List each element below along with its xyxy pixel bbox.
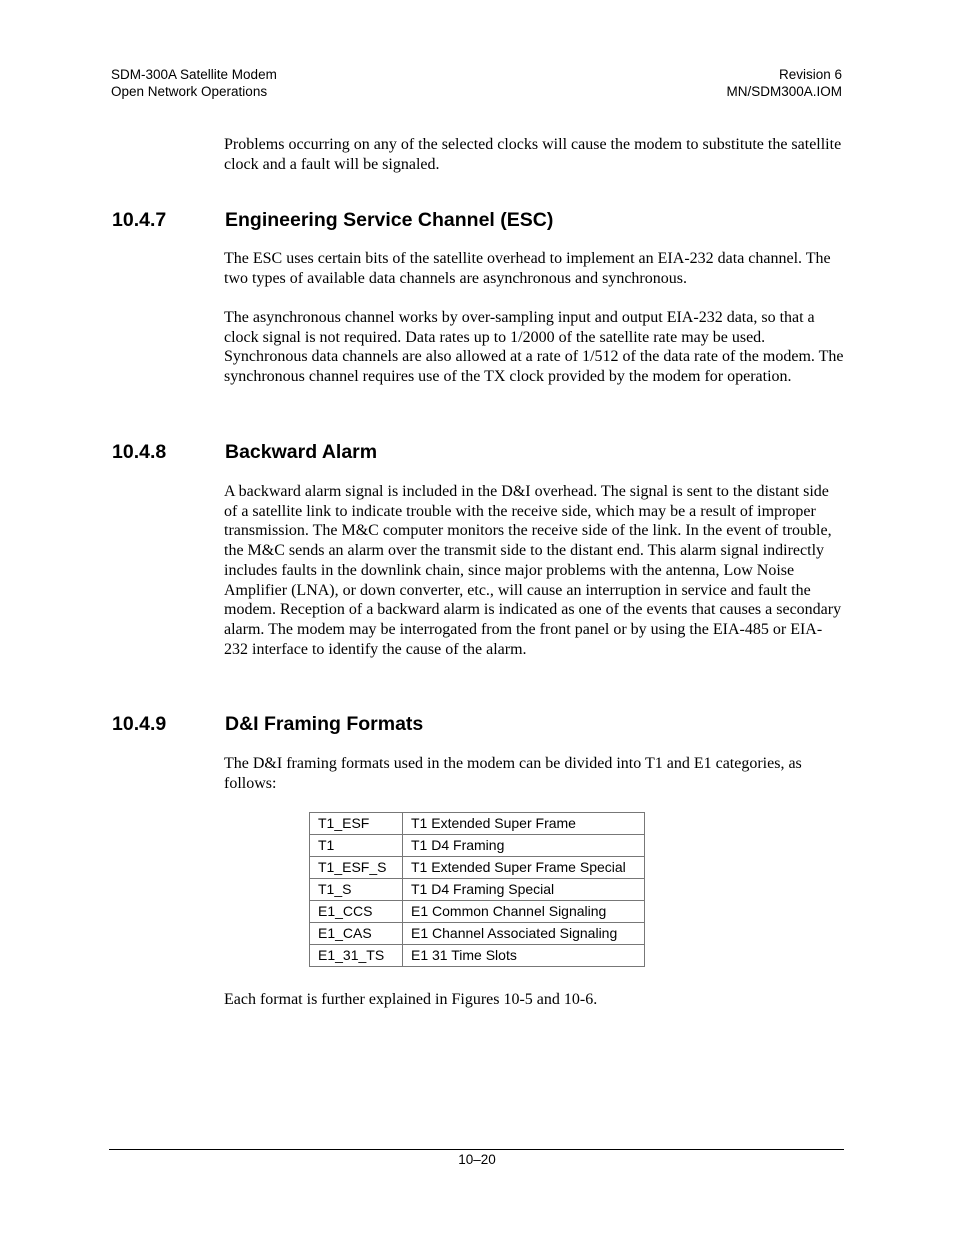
- format-code: T1_ESF: [310, 813, 403, 835]
- esc-paragraph-1: The ESC uses certain bits of the satellite overhead to implement an EIA-232 data channel. The two types of available data channels are asynchronous and synchronous.: [224, 250, 831, 287]
- document-header-left: [111, 67, 277, 100]
- format-description: T1 Extended Super Frame: [403, 813, 645, 835]
- section-heading-esc: [112, 208, 553, 232]
- manual-number: MN/SDM300A.IOM: [726, 83, 842, 99]
- page-number: 10–20: [458, 1152, 496, 1167]
- backward-alarm-paragraph: A backward alarm signal is included in the D&I overhead. The signal is sent to the distant side of a satellite link to indicate trouble with the receive side, which may be a result of improper transmission. The M&C computer monitors the receive side of the link. In the event of trouble, the M&C sends an alarm over the transmit side to the distant end. This alarm signal indirectly includes faults in the downlink chain, since major problems with the antenna, Low Noise Amplifier (LNA), or down converter, etc., will cause an interruption in service and fault the modem. Reception of a backward alarm is indicated as one of the events that causes a secondary alarm. The modem may be interrogated from the front panel or by using the EIA-485 or EIA-232 interface to identify the cause of the alarm.: [224, 483, 842, 658]
- framing-formats-table: [309, 812, 645, 967]
- document-header-right: [726, 67, 842, 100]
- table-row: [310, 813, 645, 835]
- intro-paragraph: Problems occurring on any of the selected clocks will cause the modem to substitute the satellite clock and a fault will be signaled.: [224, 136, 842, 173]
- chapter-title: Open Network Operations: [111, 83, 268, 99]
- table-row: [310, 901, 645, 923]
- table-row: [310, 857, 645, 879]
- table-row: [310, 879, 645, 901]
- esc-paragraph-2: The asynchronous channel works by over-sampling input and output EIA-232 data, so that a clock signal is not required. Data rates up to 1/2000 of the satellite rate may be used. Synchronous data channels are also allowed at a rate of 1/512 of the data rate of the modem. The synchronous channel requires use of the TX clock provided by the modem for operation.: [224, 309, 844, 386]
- revision-label: Revision 6: [778, 67, 842, 82]
- section-title: Engineering Service Channel (ESC): [225, 209, 554, 231]
- section-number: 10.4.8: [112, 441, 167, 463]
- section-number: 10.4.9: [112, 713, 167, 735]
- format-description: E1 31 Time Slots: [403, 945, 645, 967]
- table-row: [310, 835, 645, 857]
- format-code: E1_CCS: [310, 901, 403, 923]
- section-title: D&I Framing Formats: [225, 713, 424, 735]
- format-description: E1 Common Channel Signaling: [403, 901, 645, 923]
- table-row: [310, 945, 645, 967]
- section-title: Backward Alarm: [225, 441, 378, 463]
- framing-intro-paragraph: The D&I framing formats used in the modem can be divided into T1 and E1 categories, as follows:: [224, 755, 802, 792]
- format-description: T1 D4 Framing: [403, 835, 645, 857]
- document-title: SDM-300A Satellite Modem: [111, 67, 277, 82]
- footer-divider: [109, 1149, 844, 1150]
- format-code: E1_31_TS: [310, 945, 403, 967]
- table-row: [310, 923, 645, 945]
- section-number: 10.4.7: [112, 209, 167, 231]
- format-code: T1_S: [310, 879, 403, 901]
- format-description: T1 D4 Framing Special: [403, 879, 645, 901]
- format-code: E1_CAS: [310, 923, 403, 945]
- format-description: E1 Channel Associated Signaling: [403, 923, 645, 945]
- format-code: T1: [310, 835, 403, 857]
- framing-closing-paragraph: Each format is further explained in Figures 10-5 and 10-6.: [224, 991, 598, 1008]
- section-heading-backward-alarm: [112, 440, 377, 464]
- format-description: T1 Extended Super Frame Special: [403, 857, 645, 879]
- section-heading-framing-formats: [112, 712, 423, 736]
- format-code: T1_ESF_S: [310, 857, 403, 879]
